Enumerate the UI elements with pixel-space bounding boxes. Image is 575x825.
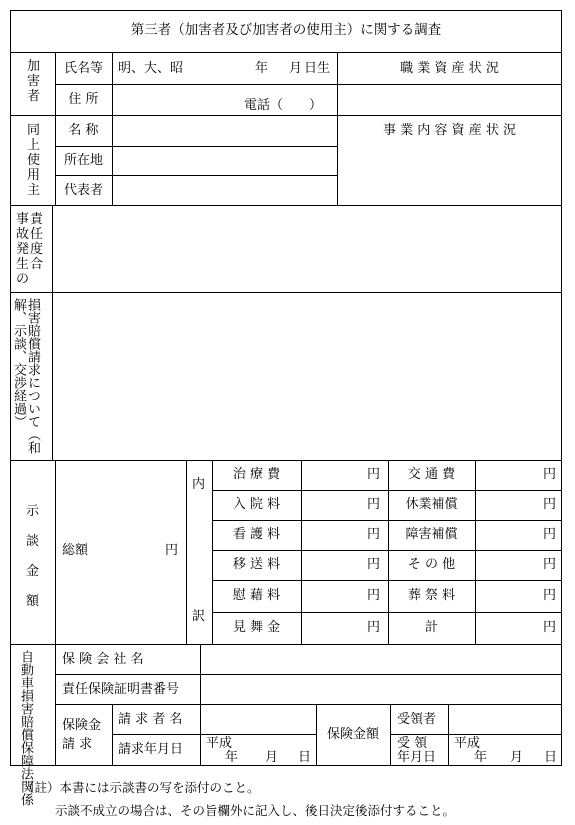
item-solatium: 慰 藉 料 <box>232 588 281 603</box>
yen: 円 <box>543 557 557 572</box>
total-yen: 円 <box>165 543 179 558</box>
rule <box>212 612 562 613</box>
item-other: そ の 他 <box>407 557 456 572</box>
rule <box>55 674 562 675</box>
name-label: 氏名等 <box>63 61 103 76</box>
yen: 円 <box>543 588 557 603</box>
yen: 円 <box>543 497 557 512</box>
receipt-day: 日 <box>544 750 558 765</box>
rule <box>10 292 562 293</box>
assailant-header: 加害者 <box>26 59 40 104</box>
rule <box>55 84 562 85</box>
rule <box>390 734 562 735</box>
representative-label: 代表者 <box>63 183 103 198</box>
yen: 円 <box>367 620 381 635</box>
form-title: 第三者（加害者及び加害者の使用主）に関する調査 <box>130 22 442 38</box>
receipt-month: 月 <box>510 750 524 765</box>
rule <box>112 52 113 205</box>
item-medical: 治 療 費 <box>232 467 281 482</box>
claim-day: 日 <box>298 750 312 765</box>
note-line-2: 示談不成立の場合は、その旨欄外に記入し、後日決定後添付すること。 <box>55 803 456 818</box>
rule <box>212 460 213 644</box>
rule <box>475 460 476 644</box>
rule <box>390 704 391 766</box>
rule <box>186 460 187 644</box>
settlement-header: 示談金額 <box>25 504 39 609</box>
breakdown-lower: 訳 <box>192 609 206 624</box>
birth-month-label: 月 <box>289 61 303 76</box>
yen: 円 <box>367 497 381 512</box>
yen: 円 <box>367 588 381 603</box>
employer-header: 同上使用主 <box>26 123 40 198</box>
claim-label-1: 保険金 <box>62 718 102 733</box>
claim-month: 月 <box>265 750 279 765</box>
rule <box>112 734 316 735</box>
receipt-year: 年 <box>474 750 488 765</box>
rule <box>112 704 113 766</box>
rule <box>52 205 53 460</box>
rule <box>10 205 562 206</box>
birth-year-label: 年 <box>255 61 269 76</box>
claim-year: 年 <box>225 750 239 765</box>
claim-era: 平成 <box>206 736 233 751</box>
yen: 円 <box>543 467 557 482</box>
item-nursing: 看 護 料 <box>232 527 281 542</box>
rule <box>388 460 389 644</box>
rule <box>200 644 201 704</box>
insurance-header: 自動車損害賠償保障法関係 <box>18 650 33 806</box>
phone-label: 電話（ ） <box>244 98 323 113</box>
insurer-label: 保 険 会 社 名 <box>62 652 144 667</box>
birth-day-label: 日生 <box>304 61 331 76</box>
item-hospital: 入 院 料 <box>232 497 281 512</box>
rule <box>55 146 337 147</box>
claimant-label: 請 求 者 名 <box>118 712 183 727</box>
rule <box>212 580 562 581</box>
rule <box>212 550 562 551</box>
receipt-era: 平成 <box>454 736 481 751</box>
rule <box>200 704 201 766</box>
receipt-label-1: 受 領 <box>397 736 428 751</box>
item-traffic: 交 通 費 <box>407 467 456 482</box>
rule <box>10 115 562 116</box>
business-title: 事 業 内 容 資 産 状 況 <box>383 123 516 138</box>
yen: 円 <box>543 620 557 635</box>
rule <box>10 460 562 461</box>
rule <box>55 460 56 766</box>
item-disability: 障害補償 <box>405 527 458 542</box>
yen: 円 <box>367 467 381 482</box>
yen: 円 <box>367 557 381 572</box>
certificate-label: 責任保険証明書番号 <box>62 682 180 697</box>
rule <box>10 644 562 645</box>
rule <box>55 704 562 705</box>
yen: 円 <box>367 527 381 542</box>
rule <box>448 704 449 766</box>
total-label: 総額 <box>62 543 89 558</box>
item-leave: 休業補償 <box>405 497 458 512</box>
rule <box>10 52 562 53</box>
rule <box>212 520 562 521</box>
item-transport: 移 送 料 <box>232 557 281 572</box>
item-total: 計 <box>424 620 438 635</box>
receipt-label-2: 年月日 <box>397 750 437 765</box>
employer-name-label: 名 称 <box>68 123 99 138</box>
birth-era: 明、大、昭 <box>118 61 184 76</box>
damages-header: 損害賠償請求について（和解、示談、交渉経過） <box>11 298 40 454</box>
rule <box>301 460 302 644</box>
item-funeral: 葬 祭 料 <box>407 588 456 603</box>
address-label: 住 所 <box>68 92 99 107</box>
location-label: 所在地 <box>63 153 103 168</box>
claim-label-2: 請 求 <box>62 737 93 752</box>
amount-label: 保険金額 <box>326 727 379 742</box>
recipient-label: 受領者 <box>397 712 437 727</box>
claim-date-label: 請求年月日 <box>118 742 184 757</box>
item-sympathy: 見 舞 金 <box>232 620 281 635</box>
occupation-title: 職 業 資 産 状 況 <box>400 61 499 76</box>
insurance-header-wrap <box>10 650 55 806</box>
yen: 円 <box>543 527 557 542</box>
breakdown-upper: 内 <box>192 477 206 492</box>
note-line-1: （註）本書には示談書の写を添付のこと。 <box>22 780 260 795</box>
rule <box>55 175 337 176</box>
rule <box>212 490 562 491</box>
responsibility-header-col1: 責任度合 <box>29 212 43 272</box>
responsibility-header-col2: 事故発生の <box>15 212 29 287</box>
